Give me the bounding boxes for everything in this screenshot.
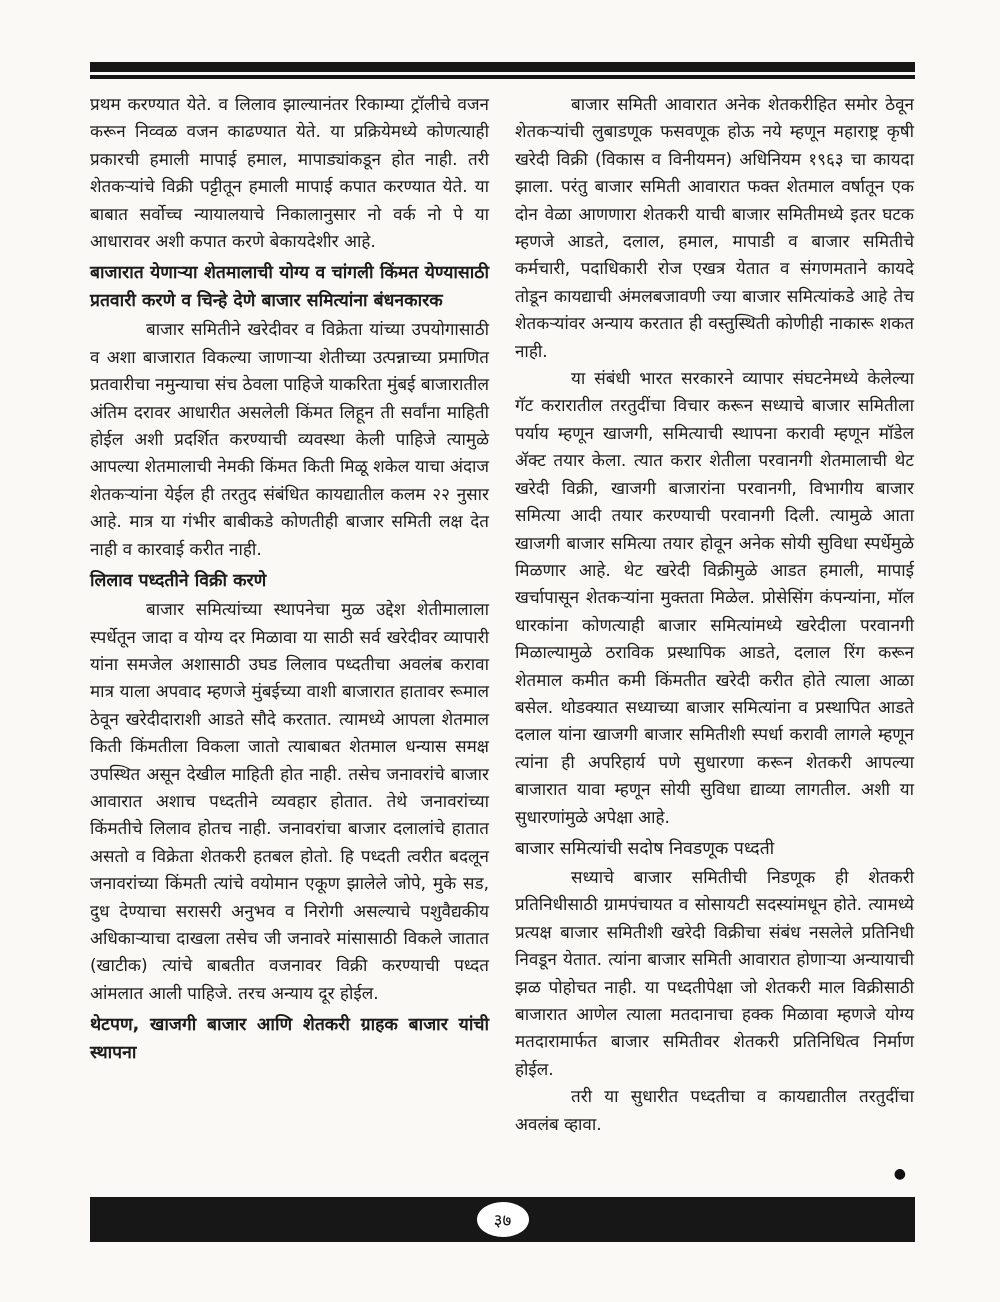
paragraph: सध्याचे बाजार समितीची निडणूक ही शेतकरी प्रतिनिधीसाठी ग्रामपंचायत व सोसायटी सदस्यांमधून होते. त्यामध्ये प्रत्यक्ष बाजार समितीशी खरेदी विक्रीचा संबंध नसलेले प्रतिनिधी निवडून येतात. त्यांना बाजार समिती आवारात होणाऱ्या अन्यायाची झळ पोहोचत नाही. या पध्दतीपेक्षा जो शेतकरी माल विक्रीसाठी बाजारात आणेल त्याला मतदानाचा हक्क मिळावा म्हणजे योग्य मतदारामार्फत बाजार समितीवर शेतकरी प्रतिनिधित्व निर्माण होईल. [515, 867, 914, 1080]
header-rule-thick [90, 62, 915, 72]
page-number [477, 1202, 529, 1237]
paragraph: प्रथम करण्यात येते. व लिलाव झाल्यानंतर रिकाम्या ट्रॉलीचे वजन करून निव्वळ वजन काढण्यात येते. या प्रक्रियेमध्ये कोणत्याही प्रकारची हमाली मापाई हमाल, मापाड्यांकडून होत नाही. तरी शेतकऱ्यांचे विक्री पट्टीतून हमाली मापाई कपात करण्यात येते. या बाबात सर्वोच्च न्यायालयाचे निकालानुसार नो वर्क नो पे या आधारावर अशी कपात करणे बेकायदेशीर आहे. [90, 95, 489, 253]
footer-bar [90, 1197, 915, 1242]
article-end-bullet: ● [893, 1166, 906, 1183]
paragraph: बाजार समित्यांच्या स्थापनेचा मुळ उद्देश शेतीमालाला स्पर्धेतून जादा व योग्य दर मिळावा या साठी सर्व खरेदीवर व्यापारी यांना समजेल अशासाठी उघड लिलाव पध्दतीचा अवलंब करावा मात्र याला अपवाद म्हणजे मुंबईच्या वाशी बाजारात हातावर रूमाल ठेवून खरेदीदाराशी आडते सौदे करतात. त्यामध्ये आपला शेतमाल किती किंमतीला विकला जातो त्याबाबत शेतमाल धन्यास समक्ष उपस्थित असून देखील माहिती होत नाही. तसेच जनावरांचे बाजार आवारात अशाच पध्दतीने व्यवहार होतात. तेथे जनावरांच्या किंमतीचे लिलाव होतच नाही. जनावरांचा बाजार दलालांचे हातात असतो व विक्रेता शेतकरी हतबल होतो. हि पध्दती त्वरीत बदलून जनावरांच्या किंमती त्यांचे वयोमान एकूण झालेले जोपे, मुके सड, दुध देण्याचा सरासरी अनुभव व निरोगी असल्याचे पशुवैद्यकीय अधिकाऱ्याचा दाखला तसेच जी जनावरे मांसासाठी विकले जातात (खाटीक) त्यांचे बाबतीत वजनावर विक्री करण्याची पध्दत आंमलात आली पाहिजे. तरच अन्याय दूर होईल. [90, 600, 489, 1004]
section-heading: थेटपण, खाजगी बाजार आणि शेतकरी ग्राहक बाजार यांची स्थापना [90, 1015, 489, 1064]
page-number-label: ३७ [493, 1211, 512, 1231]
left-column [90, 92, 489, 1181]
section-heading: बाजार समित्यांची सदोष निवडणूक पध्दती [515, 838, 775, 859]
right-column [515, 92, 914, 1181]
paragraph: बाजार समितीने खरेदीवर व विक्रेता यांच्या उपयोगासाठी व अशा बाजारात विकल्या जाणाऱ्या शेतीच्या उत्पन्नाच्या प्रमाणित प्रतवारीचा नमुन्याचा संच ठेवला पाहिजे याकरिता मुंबई बाजारातील अंतिम दरावर आधारीत असलेली किंमत लिहून ती सर्वांना माहिती होईल अशी प्रदर्शित करण्याची व्यवस्था केली पाहिजे त्यामुळे आपल्या शेतमालाची नेमकी किंमत किती मिळू शकेल याचा अंदाज शेतकऱ्यांना येईल ही तरतुद संबंधित कायद्यातील कलम २२ नुसार आहे. मात्र या गंभीर बाबीकडे कोणतीही बाजार समिती लक्ष देत नाही व कारवाई करीत नाही. [90, 320, 489, 560]
paragraph: बाजार समिती आवारात अनेक शेतकरीहित समोर ठेवून शेतकऱ्यांची लुबाडणूक फसवणूक होऊ नये म्हणून महाराष्ट्र कृषी खरेदी विक्री (विकास व विनीयमन) अधिनियम १९६३ चा कायदा झाला. परंतु बाजार समिती आवारात फक्त शेतमाल वर्षातून एक दोन वेळा आणणारा शेतकरी याची बाजार समितीमध्ये इतर घटक म्हणजे आडते, दलाल, हमाल, मापाडी व बाजार समितीचे कर्मचारी, पदाधिकारी रोज एखत्र येतात व संगणमताने कायदे तोडून कायद्याची अंमलबजावणी ज्या बाजार समित्यांकडे आहे तेच शेतकऱ्यांवर अन्याय करतात ही वस्तुस्थिती कोणीही नाकारू शकत नाही. [515, 95, 914, 362]
article-body [90, 92, 915, 1181]
paragraph: तरी या सुधारीत पध्दतीचा व कायद्यातील तरतुदींचा अवलंब व्हावा. [515, 1087, 914, 1135]
paragraph: या संबंधी भारत सरकारने व्यापार संघटनेमध्ये केलेल्या गॅट करारातील तरतुदींचा विचार करून सध्याचे बाजार समितीला पर्याय म्हणून खाजगी, समित्याची स्थापना करावी म्हणून मॉडेल ॲक्ट तयार केला. त्यात करार शेतीला परवानगी शेतमालाची थेट खरेदी विक्री, खाजगी बाजारांना परवानगी, विभागीय बाजार समित्या आदी तयार करण्याची परवानगी दिली. त्यामुळे आता खाजगी बाजार समित्या तयार होवून अनेक सोयी सुविधा स्पर्धेमुळे मिळणार आहे. थेट खरेदी विक्रीमुळे आडत हमाली, मापाई खर्चापासून शेतकऱ्यांना मुक्तता मिळेल. प्रोसेसिंग कंपन्यांना, मॉल धारकांना कोणत्याही बाजार समित्यांमध्ये खरेदीला परवानगी मिळाल्यामुळे ठराविक प्रस्थापिक आडते, दलाल रिंग करून शेतमाल कमीत कमी किंमतीत खरेदी करीत होते त्याला आळा बसेल. थोडक्यात सध्याच्या बाजार समित्यांना व प्रस्थापित आडते दलाल यांना खाजगी बाजार समितीशी स्पर्धा करावी लागले म्हणून त्यांना ही अपरिहार्य पणे सुधारणा करून शेतकरी आपल्या बाजारात यावा म्हणून सोयी सुविधा द्याव्या लागतील. अशी या सुधारणांमुळे अपेक्षा आहे. [515, 369, 914, 828]
section-heading: बाजारात येणाऱ्या शेतमालाची योग्य व चांगली किंमत येण्यासाठी प्रतवारी करणे व चिन्हे देणे बाजार समित्यांना बंधनकारक [90, 263, 489, 312]
header-rules [90, 62, 915, 79]
header-rule-thin [90, 75, 915, 79]
section-heading: लिलाव पध्दतीने विक्री करणे [90, 571, 267, 592]
